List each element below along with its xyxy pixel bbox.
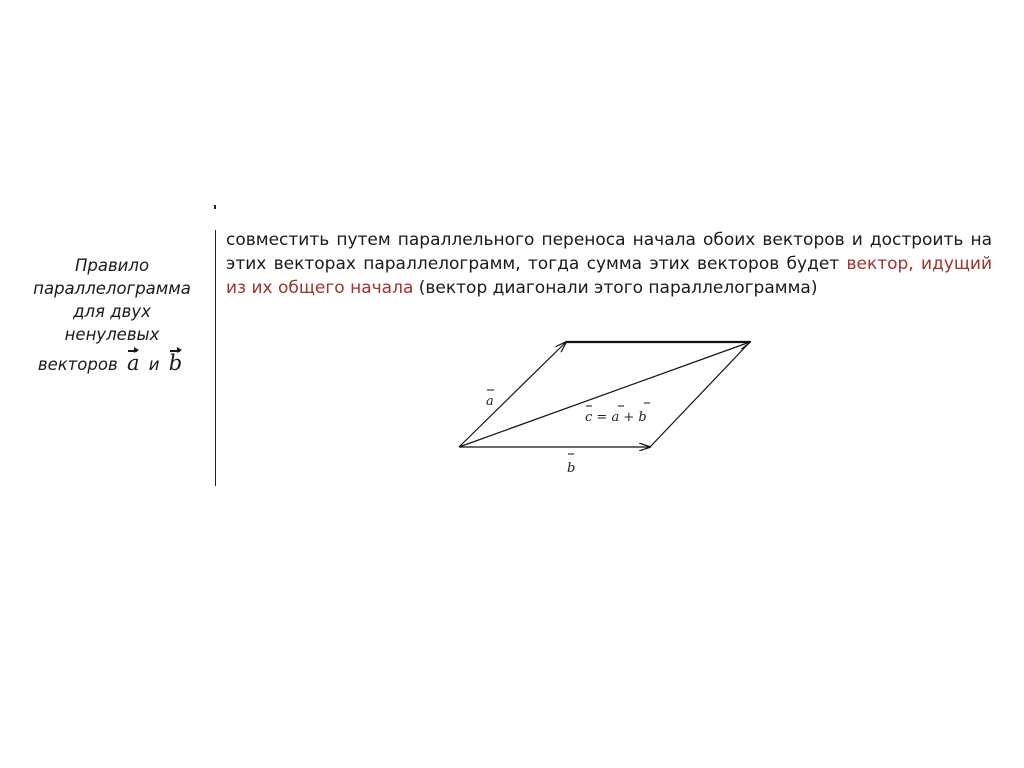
label-a: a (486, 394, 494, 409)
vector-b-letter: b (168, 351, 183, 375)
description-text-start: совместить путем параллельного переноса начала обоих векторов и достроить на этих векторах параллелограмм, тогда сумма этих векторов будет (226, 230, 992, 274)
description-text-end: (вектор диагонали этого параллелограмма) (413, 278, 818, 298)
vector-a-symbol (127, 352, 140, 375)
parallelogram-right-side (650, 342, 750, 447)
vector-a-arrow (459, 342, 566, 447)
rule-title-line-4: ненулевых (64, 325, 160, 344)
parallelogram-diagram (440, 326, 770, 486)
vector-a-letter: a (126, 351, 140, 375)
rule-description (226, 228, 992, 300)
rule-title-prefix: векторов (37, 355, 118, 374)
vector-c-diagonal (459, 342, 750, 447)
description-highlight: вектор, идущий из их общего начала (226, 254, 992, 298)
vector-b-symbol (169, 352, 182, 375)
rule-title (14, 254, 210, 376)
rule-title-line-5 (14, 352, 210, 376)
divider-tick (214, 205, 216, 209)
label-b: b (567, 461, 576, 476)
table-divider (215, 230, 216, 486)
rule-title-line-1: Правило (74, 256, 150, 275)
rule-title-conjunction: и (148, 355, 160, 374)
rule-title-line-2: параллелограмма (33, 279, 191, 298)
vector-arrow-icon (169, 350, 182, 352)
vector-arrow-icon (127, 350, 140, 352)
label-sum: c = a + b (585, 410, 647, 425)
rule-title-line-3: для двух (73, 302, 151, 321)
